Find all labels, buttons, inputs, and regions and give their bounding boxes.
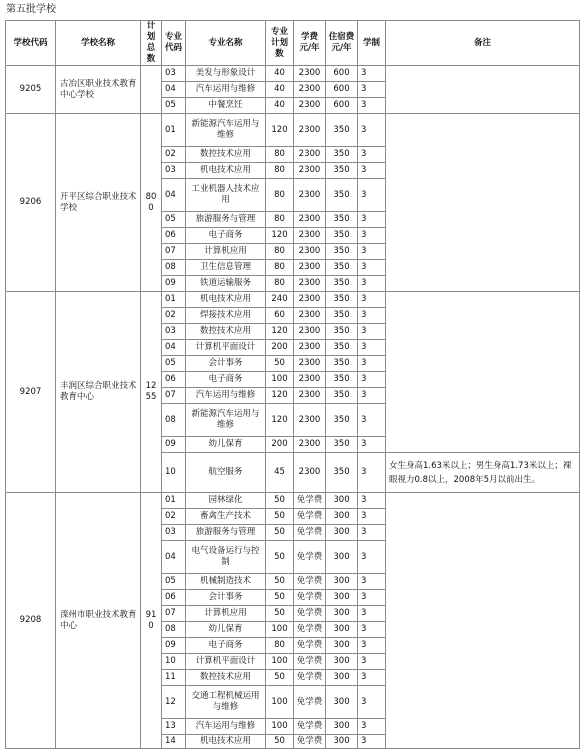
school-name: 丰润区综合职业技术教育中心 [56,292,141,493]
lodging: 350 [326,453,358,493]
years: 3 [358,356,386,372]
years: 3 [358,606,386,622]
years: 3 [358,622,386,638]
major-code: 07 [162,244,186,260]
major-code: 06 [162,590,186,606]
years: 3 [358,179,386,212]
years: 3 [358,308,386,324]
header-tuition: 学费元/年 [294,21,326,66]
tuition: 2300 [294,308,326,324]
major-code: 05 [162,98,186,114]
school-code: 9208 [6,493,56,749]
years: 3 [358,735,386,749]
tuition: 2300 [294,179,326,212]
table-row [6,292,580,308]
major-code: 06 [162,372,186,388]
major-code: 05 [162,574,186,590]
major-code: 08 [162,622,186,638]
tuition: 2300 [294,276,326,292]
tuition: 2300 [294,356,326,372]
major-name: 卫生信息管理 [186,260,266,276]
school-code: 9206 [6,114,56,292]
major-name: 会计事务 [186,590,266,606]
major-code: 01 [162,292,186,308]
lodging: 350 [326,388,358,404]
school-plan-total: 910 [141,493,162,749]
major-name: 新能源汽车运用与维修 [186,114,266,147]
tuition: 2300 [294,260,326,276]
years: 3 [358,590,386,606]
major-code: 10 [162,654,186,670]
major-plan: 50 [266,590,294,606]
notes-cell [386,66,580,114]
tuition: 2300 [294,147,326,163]
lodging: 300 [326,719,358,735]
years: 3 [358,292,386,308]
page-caption: 第五批学校 [6,4,56,15]
header-major-name: 专业名称 [186,21,266,66]
major-plan: 50 [266,606,294,622]
major-plan: 120 [266,324,294,340]
major-plan: 50 [266,525,294,541]
school-code: 9207 [6,292,56,493]
major-plan: 80 [266,179,294,212]
lodging: 350 [326,244,358,260]
major-code: 04 [162,179,186,212]
tuition: 免学费 [294,574,326,590]
lodging: 350 [326,308,358,324]
major-name: 汽车运用与维修 [186,82,266,98]
major-code: 10 [162,453,186,493]
admissions-table [5,20,580,749]
years: 3 [358,260,386,276]
tuition: 2300 [294,163,326,179]
major-name: 计算机平面设计 [186,340,266,356]
lodging: 350 [326,324,358,340]
school-plan-total [141,66,162,114]
major-name: 数控技术应用 [186,147,266,163]
tuition: 免学费 [294,686,326,719]
years: 3 [358,66,386,82]
major-plan: 50 [266,541,294,574]
years: 3 [358,388,386,404]
lodging: 350 [326,356,358,372]
major-name: 焊接技术应用 [186,308,266,324]
tuition: 2300 [294,212,326,228]
school-name: 滦州市职业技术教育中心 [56,493,141,749]
years: 3 [358,212,386,228]
lodging: 350 [326,114,358,147]
major-plan: 80 [266,244,294,260]
major-plan: 80 [266,212,294,228]
major-plan: 50 [266,509,294,525]
table-row [6,66,580,82]
tuition: 免学费 [294,670,326,686]
major-name: 计算机应用 [186,244,266,260]
years: 3 [358,686,386,719]
table-row [6,114,580,147]
lodging: 300 [326,509,358,525]
school-name: 开平区综合职业技术学校 [56,114,141,292]
years: 3 [358,163,386,179]
lodging: 300 [326,590,358,606]
tuition: 免学费 [294,638,326,654]
major-code: 09 [162,276,186,292]
header-row [6,21,580,66]
school-plan-total: 1255 [141,292,162,493]
major-code: 06 [162,228,186,244]
tuition: 2300 [294,114,326,147]
major-code: 01 [162,114,186,147]
lodging: 350 [326,276,358,292]
major-name: 幼儿保育 [186,622,266,638]
header-school-code: 学校代码 [6,21,56,66]
lodging: 300 [326,493,358,509]
tuition: 2300 [294,244,326,260]
tuition: 2300 [294,82,326,98]
major-code: 12 [162,686,186,719]
notes-cell [386,292,580,453]
years: 3 [358,541,386,574]
lodging: 350 [326,437,358,453]
major-code: 04 [162,82,186,98]
tuition: 2300 [294,228,326,244]
major-name: 旅游服务与管理 [186,212,266,228]
major-plan: 45 [266,453,294,493]
major-name: 新能源汽车运用与维修 [186,404,266,437]
major-name: 机电技术应用 [186,292,266,308]
major-name: 计算机应用 [186,606,266,622]
major-code: 05 [162,212,186,228]
major-plan: 80 [266,638,294,654]
tuition: 2300 [294,66,326,82]
lodging: 300 [326,541,358,574]
major-plan: 100 [266,686,294,719]
major-name: 计算机平面设计 [186,654,266,670]
tuition: 免学费 [294,509,326,525]
major-code: 09 [162,638,186,654]
major-plan: 100 [266,372,294,388]
major-code: 02 [162,147,186,163]
major-name: 数控技术应用 [186,324,266,340]
major-code: 09 [162,437,186,453]
lodging: 350 [326,372,358,388]
lodging: 350 [326,228,358,244]
major-code: 04 [162,340,186,356]
notes-cell [386,114,580,292]
major-name: 美发与形象设计 [186,66,266,82]
lodging: 300 [326,622,358,638]
tuition: 免学费 [294,622,326,638]
major-code: 11 [162,670,186,686]
lodging: 350 [326,163,358,179]
tuition: 2300 [294,404,326,437]
school-plan-total: 800 [141,114,162,292]
years: 3 [358,147,386,163]
lodging: 600 [326,82,358,98]
lodging: 300 [326,686,358,719]
tuition: 2300 [294,324,326,340]
major-plan: 50 [266,574,294,590]
lodging: 600 [326,98,358,114]
major-code: 04 [162,541,186,574]
years: 3 [358,98,386,114]
tuition: 2300 [294,98,326,114]
major-code: 02 [162,509,186,525]
years: 3 [358,372,386,388]
major-plan: 240 [266,292,294,308]
major-code: 07 [162,606,186,622]
years: 3 [358,228,386,244]
major-plan: 40 [266,82,294,98]
years: 3 [358,719,386,735]
tuition: 免学费 [294,541,326,574]
major-plan: 100 [266,654,294,670]
major-name: 电子商务 [186,228,266,244]
table-body [6,66,580,749]
years: 3 [358,525,386,541]
lodging: 300 [326,670,358,686]
major-name: 汽车运用与维修 [186,719,266,735]
major-code: 07 [162,388,186,404]
tuition: 免学费 [294,590,326,606]
major-plan: 50 [266,356,294,372]
tuition: 2300 [294,437,326,453]
major-plan: 120 [266,114,294,147]
years: 3 [358,340,386,356]
major-plan: 80 [266,260,294,276]
tuition: 2300 [294,453,326,493]
lodging: 300 [326,606,358,622]
major-name: 电子商务 [186,638,266,654]
notes-cell [386,493,580,749]
major-name: 会计事务 [186,356,266,372]
lodging: 300 [326,525,358,541]
major-plan: 80 [266,276,294,292]
major-name: 电气设备运行与控制 [186,541,266,574]
tuition: 免学费 [294,654,326,670]
lodging: 300 [326,574,358,590]
lodging: 350 [326,260,358,276]
major-name: 电子商务 [186,372,266,388]
years: 3 [358,437,386,453]
major-name: 园林绿化 [186,493,266,509]
school-name: 古冶区职业技术教育中心学校 [56,66,141,114]
tuition: 免学费 [294,493,326,509]
lodging: 350 [326,147,358,163]
header-plan-total: 计划总数 [141,21,162,66]
lodging: 300 [326,638,358,654]
major-name: 交通工程机械运用与维修 [186,686,266,719]
major-code: 13 [162,719,186,735]
years: 3 [358,324,386,340]
table-row [6,493,580,509]
major-code: 03 [162,324,186,340]
major-plan: 80 [266,147,294,163]
years: 3 [358,493,386,509]
years: 3 [358,404,386,437]
major-plan: 120 [266,228,294,244]
years: 3 [358,638,386,654]
major-name: 畜禽生产技术 [186,509,266,525]
years: 3 [358,114,386,147]
major-plan: 50 [266,670,294,686]
major-plan: 200 [266,340,294,356]
major-name: 机械制造技术 [186,574,266,590]
tuition: 免学费 [294,735,326,749]
tuition: 2300 [294,340,326,356]
major-plan: 80 [266,163,294,179]
major-name: 幼儿保育 [186,437,266,453]
lodging: 350 [326,404,358,437]
major-name: 工业机器人技术应用 [186,179,266,212]
tuition: 免学费 [294,606,326,622]
major-name: 数控技术应用 [186,670,266,686]
years: 3 [358,574,386,590]
tuition: 免学费 [294,525,326,541]
major-code: 08 [162,404,186,437]
years: 3 [358,654,386,670]
tuition: 2300 [294,372,326,388]
lodging: 350 [326,179,358,212]
major-code: 03 [162,163,186,179]
lodging: 300 [326,735,358,749]
years: 3 [358,453,386,493]
major-name: 铁道运输服务 [186,276,266,292]
major-name: 旅游服务与管理 [186,525,266,541]
header-school-name: 学校名称 [56,21,141,66]
major-code: 02 [162,308,186,324]
major-code: 03 [162,525,186,541]
major-plan: 40 [266,66,294,82]
major-code: 14 [162,735,186,749]
major-name: 汽车运用与维修 [186,388,266,404]
major-plan: 40 [266,98,294,114]
header-notes: 备注 [386,21,580,66]
major-name: 航空服务 [186,453,266,493]
major-name: 中餐烹饪 [186,98,266,114]
years: 3 [358,82,386,98]
lodging: 350 [326,292,358,308]
lodging: 600 [326,66,358,82]
major-plan: 50 [266,493,294,509]
header-years: 学制 [358,21,386,66]
years: 3 [358,244,386,260]
tuition: 2300 [294,292,326,308]
years: 3 [358,276,386,292]
header-major-plan: 专业计划数 [266,21,294,66]
major-code: 01 [162,493,186,509]
major-plan: 200 [266,437,294,453]
header-major-code: 专业代码 [162,21,186,66]
major-plan: 60 [266,308,294,324]
tuition: 免学费 [294,719,326,735]
header-lodging: 住宿费元/年 [326,21,358,66]
years: 3 [358,509,386,525]
tuition: 2300 [294,388,326,404]
major-code: 08 [162,260,186,276]
major-plan: 100 [266,719,294,735]
school-code: 9205 [6,66,56,114]
major-plan: 50 [266,735,294,749]
major-code: 05 [162,356,186,372]
notes-cell: 女生身高1.63米以上；男生身高1.73米以上；裸眼视力0.8以上，2008年5月以前出生。 [386,453,580,493]
major-name: 机电技术应用 [186,735,266,749]
major-code: 03 [162,66,186,82]
years: 3 [358,670,386,686]
lodging: 350 [326,340,358,356]
lodging: 350 [326,212,358,228]
major-name: 机电技术应用 [186,163,266,179]
major-plan: 100 [266,622,294,638]
lodging: 300 [326,654,358,670]
major-plan: 120 [266,388,294,404]
major-plan: 120 [266,404,294,437]
